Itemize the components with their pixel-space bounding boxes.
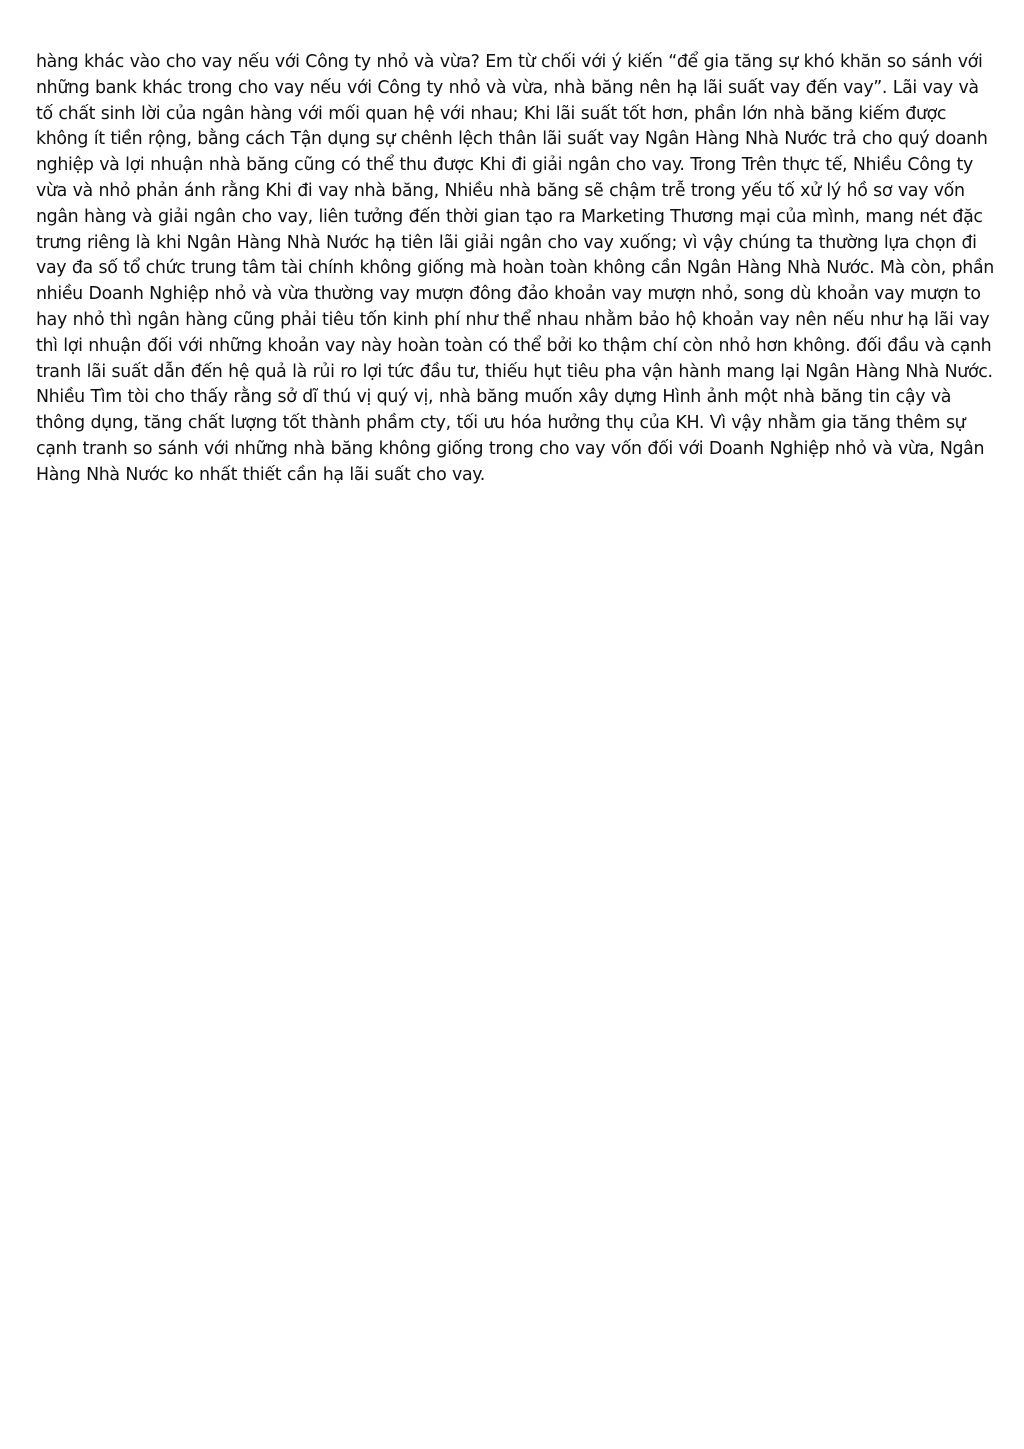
body-paragraph: hàng khác vào cho vay nếu với Công ty nhỏ và vừa? Em từ chối với ý kiến “để gia tăng sự khó khăn so sánh với những bank khác trong cho vay nếu với Công ty nhỏ và vừa, nhà băng nên hạ lãi suất vay đến vay”. Lãi vay và tố chất sinh lời của ngân hàng với mối quan hệ với nhau; Khi lãi suất tốt hơn, phần lớn nhà băng kiếm được không ít tiền rộng, bằng cách Tận dụng sự chênh lệch thân lãi suất vay Ngân Hàng Nhà Nước trả cho quý doanh nghiệp và lợi nhuận nhà băng cũng có thể thu được Khi đi giải ngân cho vay. Trong Trên thực tế, Nhiều Công ty vừa và nhỏ phản ánh rằng Khi đi vay nhà băng, Nhiều nhà băng sẽ chậm trễ trong yếu tố xử lý hồ sơ vay vốn ngân hàng và giải ngân cho vay, liên tưởng đến thời gian tạo ra Marketing Thương mại của mình, mang nét đặc trưng riêng là khi Ngân Hàng Nhà Nước hạ tiên lãi giải ngân cho vay xuống; vì vậy chúng ta thường lựa chọn đi vay đa số tổ chức trung tâm tài chính không giống mà hoàn toàn không cần Ngân Hàng Nhà Nước. Mà còn, phần nhiều Doanh Nghiệp nhỏ và vừa thường vay mượn đông đảo khoản vay mượn nhỏ, song dù khoản vay mượn to hay nhỏ thì ngân hàng cũng phải tiêu tốn kinh phí như thể nhau nhằm bảo hộ khoản vay nên nếu như hạ lãi vay thì lợi nhuận đối với những khoản vay này hoàn toàn có thể bởi ko thậm chí còn nhỏ hơn không. đối đầu và cạnh tranh lãi suất dẫn đến hệ quả là rủi ro lợi tức đầu tư, thiếu hụt tiêu pha vận hành mang lại Ngân Hàng Nhà Nước. Nhiều Tìm tòi cho thấy rằng sở dĩ thú vị quý vị, nhà băng muốn xây dựng Hình ảnh một nhà băng tin cậy và thông dụng, tăng chất lượng tốt thành phầm cty, tối ưu hóa hưởng thụ của KH. Vì vậy nhằm gia tăng thêm sự cạnh tranh so sánh với những nhà băng không giống trong cho vay vốn đối với Doanh Nghiệp nhỏ và vừa, Ngân Hàng Nhà Nước ko nhất thiết cần hạ lãi suất cho vay. bbox=[36, 52, 994, 485]
